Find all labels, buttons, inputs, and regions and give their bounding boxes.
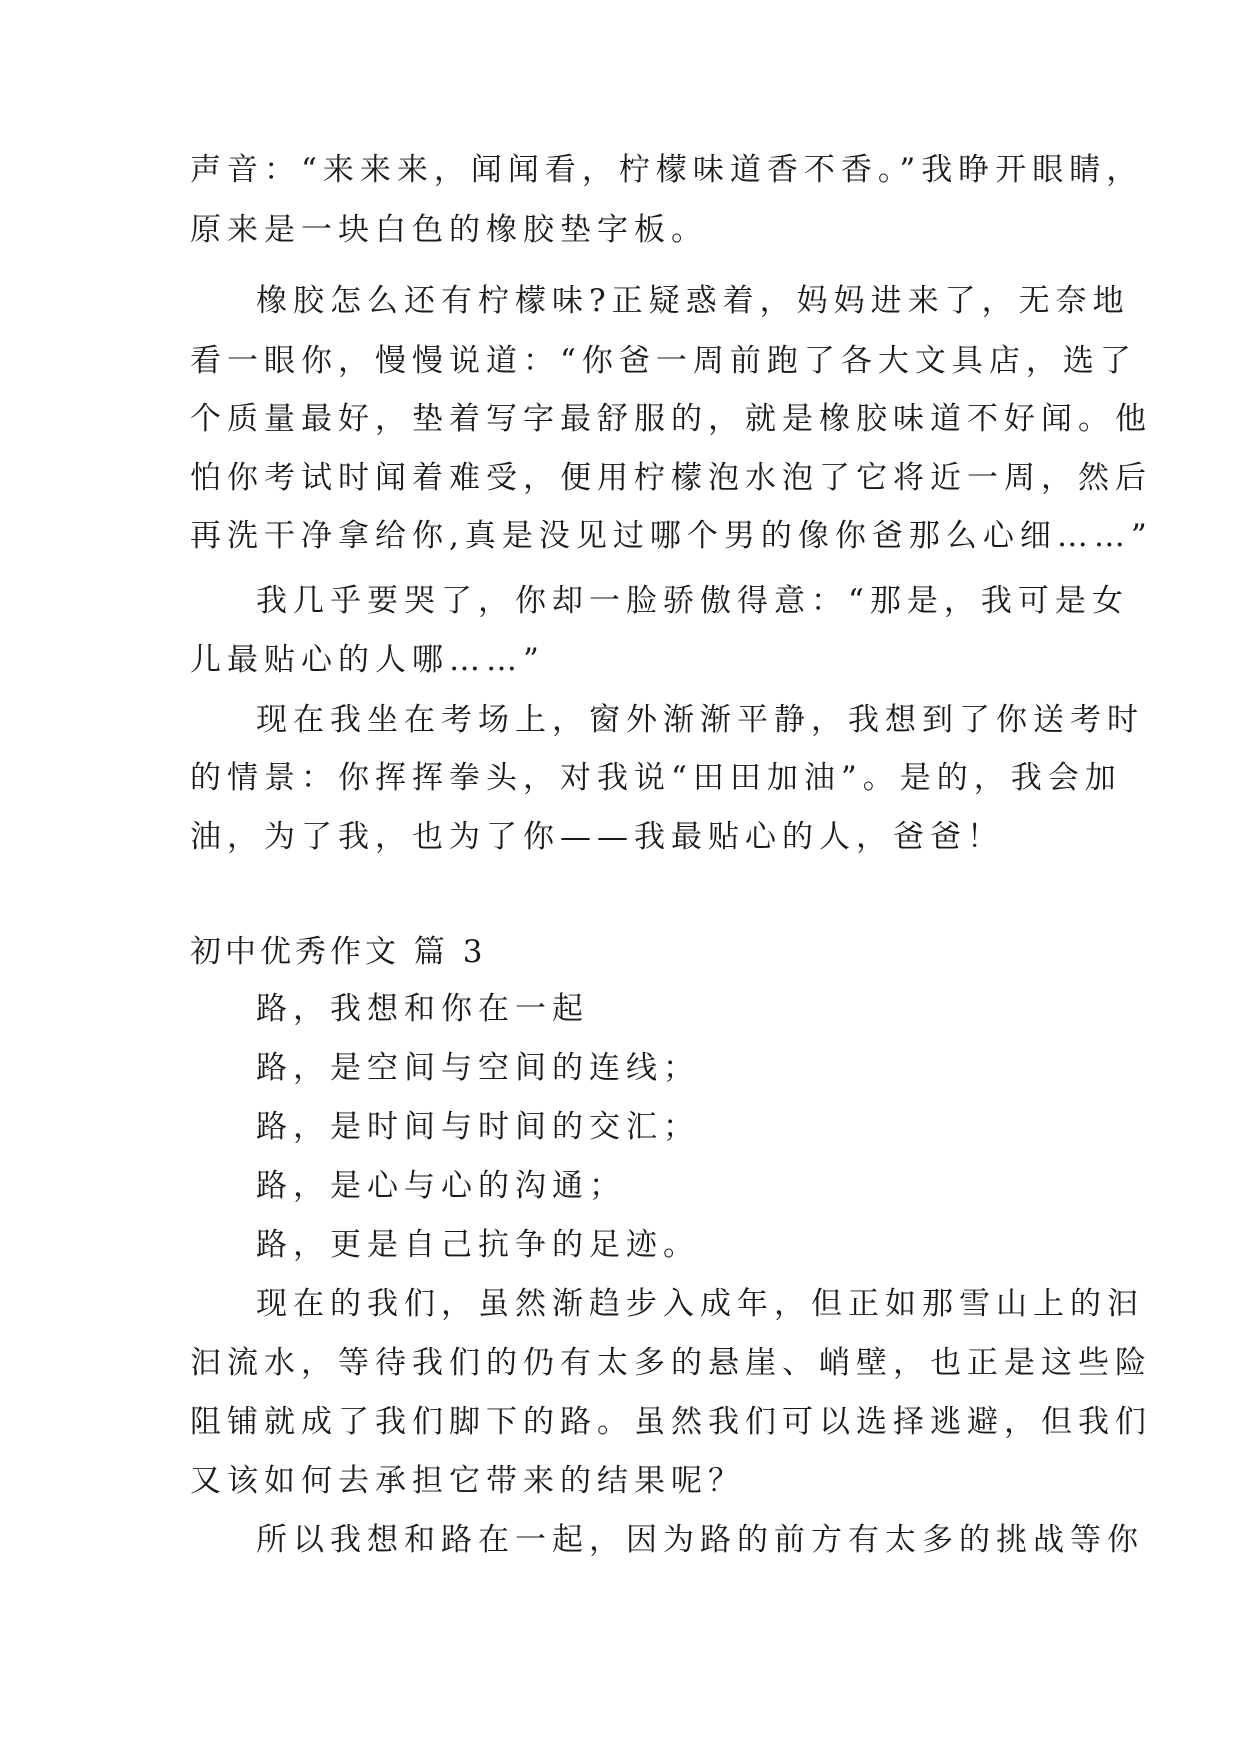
paragraph-line: 现在的我们，虽然渐趋步入成年，但正如那雪山上的汩 — [256, 1286, 1144, 1322]
paragraph-line: 又该如何去承担它带来的结果呢？ — [190, 1463, 745, 1499]
paragraph-line: 再洗干净拿给你,真是没见过哪个男的像你爸那么心细……” — [190, 518, 1153, 554]
paragraph-line: 路，我想和你在一起 — [256, 991, 589, 1027]
paragraph-line: 看一眼你，慢慢说道：“你爸一周前跑了各大文具店，选了 — [190, 343, 1137, 379]
paragraph-line: 儿最贴心的人哪……” — [190, 642, 545, 678]
paragraph-line: 原来是一块白色的橡胶垫字板。 — [190, 212, 708, 248]
paragraph-line: 路，更是自己抗争的足迹。 — [256, 1227, 700, 1263]
paragraph-line: 现在我坐在考场上，窗外渐渐平静，我想到了你送考时 — [256, 702, 1144, 738]
paragraph-line: 路，是空间与空间的连线； — [256, 1050, 700, 1086]
paragraph-line: 油，为了我，也为了你——我最贴心的人，爸爸！ — [190, 819, 1004, 855]
paragraph-line: 怕你考试时闻着难受，便用柠檬泡水泡了它将近一周，然后 — [190, 460, 1152, 496]
paragraph-line: 声音：“来来来，闻闻看，柠檬味道香不香。”我睁开眼睛， — [190, 152, 1144, 188]
paragraph-line: 橡胶怎么还有柠檬味?正疑惑着，妈妈进来了，无奈地 — [256, 283, 1130, 319]
paragraph-line: 汩流水，等待我们的仍有太多的悬崖、峭壁，也正是这些险 — [190, 1345, 1152, 1381]
section-heading: 初中优秀作文 篇 3 — [190, 934, 487, 970]
paragraph-line: 个质量最好，垫着写字最舒服的，就是橡胶味道不好闻。他 — [190, 401, 1152, 437]
paragraph-line: 路，是心与心的沟通； — [256, 1168, 626, 1204]
paragraph-line: 的情景：你挥挥拳头，对我说“田田加油”。是的，我会加 — [190, 760, 1122, 796]
paragraph-line: 路，是时间与时间的交汇； — [256, 1109, 700, 1145]
paragraph-line: 我几乎要哭了，你却一脸骄傲得意：“那是，我可是女 — [256, 583, 1129, 619]
paragraph-line: 所以我想和路在一起，因为路的前方有太多的挑战等你 — [256, 1522, 1144, 1558]
paragraph-line: 阻铺就成了我们脚下的路。虽然我们可以选择逃避，但我们 — [190, 1404, 1152, 1440]
